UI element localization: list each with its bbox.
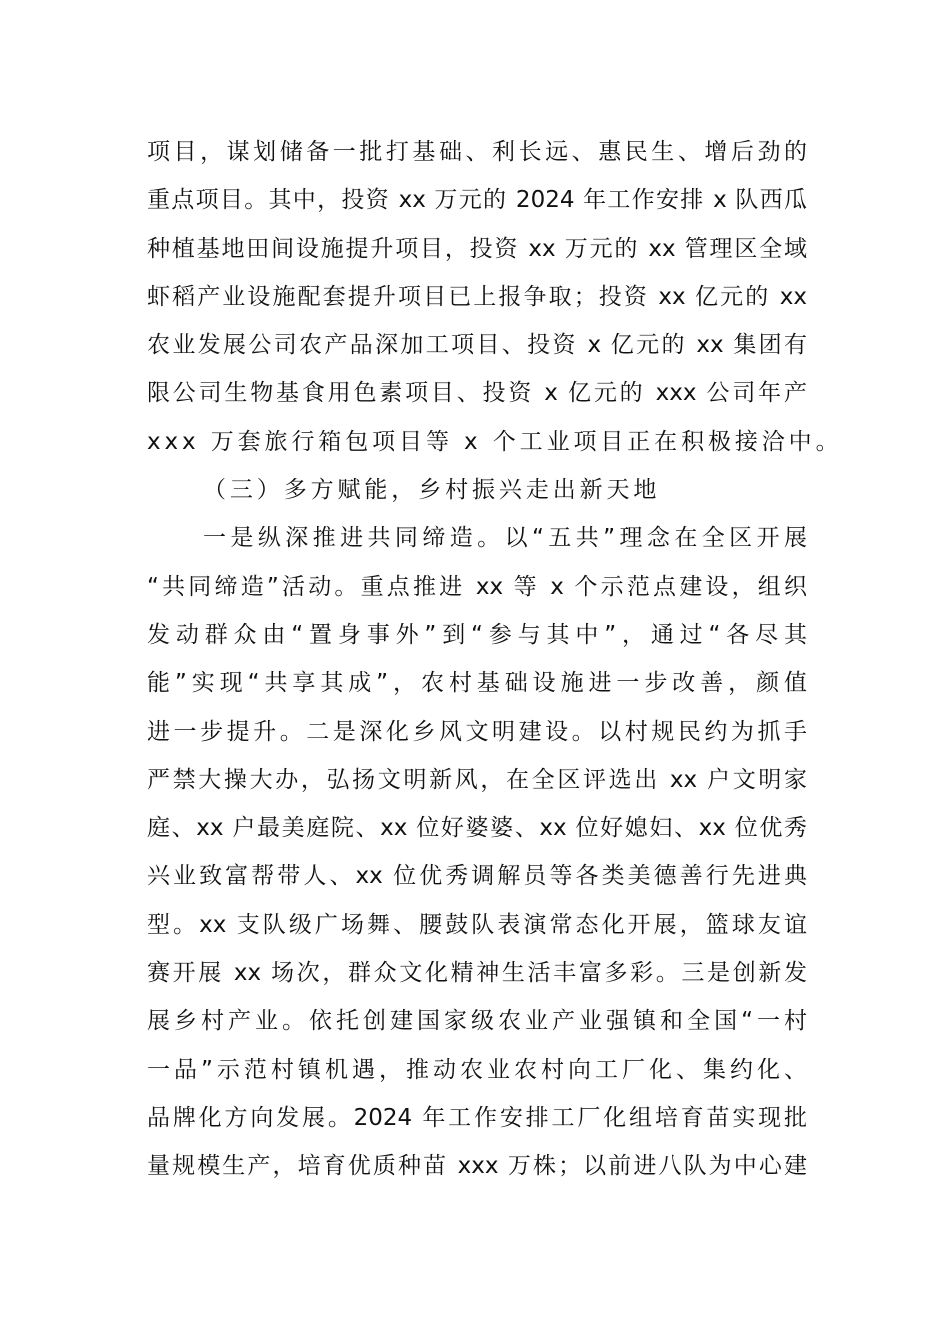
paragraph-line: 能”实现“共享其成”，农村基础设施进一步改善，颜值 xyxy=(147,670,807,697)
paragraph-line: 限公司生物基食用色素项目、投资 x 亿元的 xxx 公司年产 xyxy=(147,380,807,407)
paragraph-line: 重点项目。其中，投资 xx 万元的 2024 年工作安排 x 队西瓜 xyxy=(147,187,807,214)
paragraph-line: 进一步提升。二是深化乡风文明建设。以村规民约为抓手 xyxy=(147,718,807,745)
paragraph-line: 虾稻产业设施配套提升项目已上报争取；投资 xx 亿元的 xx xyxy=(147,283,807,310)
section-heading: （三）多方赋能，乡村振兴走出新天地 xyxy=(203,477,661,504)
paragraph-line: 严禁大操大办，弘扬文明新风，在全区评选出 xx 户文明家 xyxy=(147,766,807,793)
paragraph-line: 种植基地田间设施提升项目，投资 xx 万元的 xx 管理区全域 xyxy=(147,235,807,262)
paragraph-line: 型。xx 支队级广场舞、腰鼓队表演常态化开展，篮球友谊 xyxy=(147,911,807,938)
paragraph-line: 项目，谋划储备一批打基础、利长远、惠民生、增后劲的 xyxy=(147,139,807,165)
paragraph-line: 量规模生产，培育优质种苗 xxx 万株；以前进八队为中心建 xyxy=(147,1153,807,1180)
paragraph-line: xxx 万套旅行箱包项目等 x 个工业项目正在积极接洽中。 xyxy=(147,428,843,455)
paragraph-line: “共同缔造”活动。重点推进 xx 等 x 个示范点建设，组织 xyxy=(147,573,807,600)
paragraph-line: 农业发展公司农产品深加工项目、投资 x 亿元的 xx 集团有 xyxy=(147,332,807,359)
paragraph-line: 品牌化方向发展。2024 年工作安排工厂化组培育苗实现批 xyxy=(147,1104,807,1131)
paragraph-line: 一品”示范村镇机遇，推动农业农村向工厂化、集约化、 xyxy=(147,1056,807,1083)
document-page xyxy=(147,132,843,1195)
paragraph-line: 赛开展 xx 场次，群众文化精神生活丰富多彩。三是创新发 xyxy=(147,960,807,987)
paragraph-line: 发动群众由“置身事外”到“参与其中”，通过“各尽其 xyxy=(147,621,807,648)
paragraph-line: 庭、xx 户最美庭院、xx 位好婆婆、xx 位好媳妇、xx 位优秀 xyxy=(147,815,807,842)
paragraph-line: 兴业致富帮带人、xx 位优秀调解员等各类美德善行先进典 xyxy=(147,863,807,890)
paragraph-line: 一是纵深推进共同缔造。以“五共”理念在全区开展 xyxy=(203,525,807,552)
paragraph-line: 展乡村产业。依托创建国家级农业产业强镇和全国“一村 xyxy=(147,1008,807,1035)
